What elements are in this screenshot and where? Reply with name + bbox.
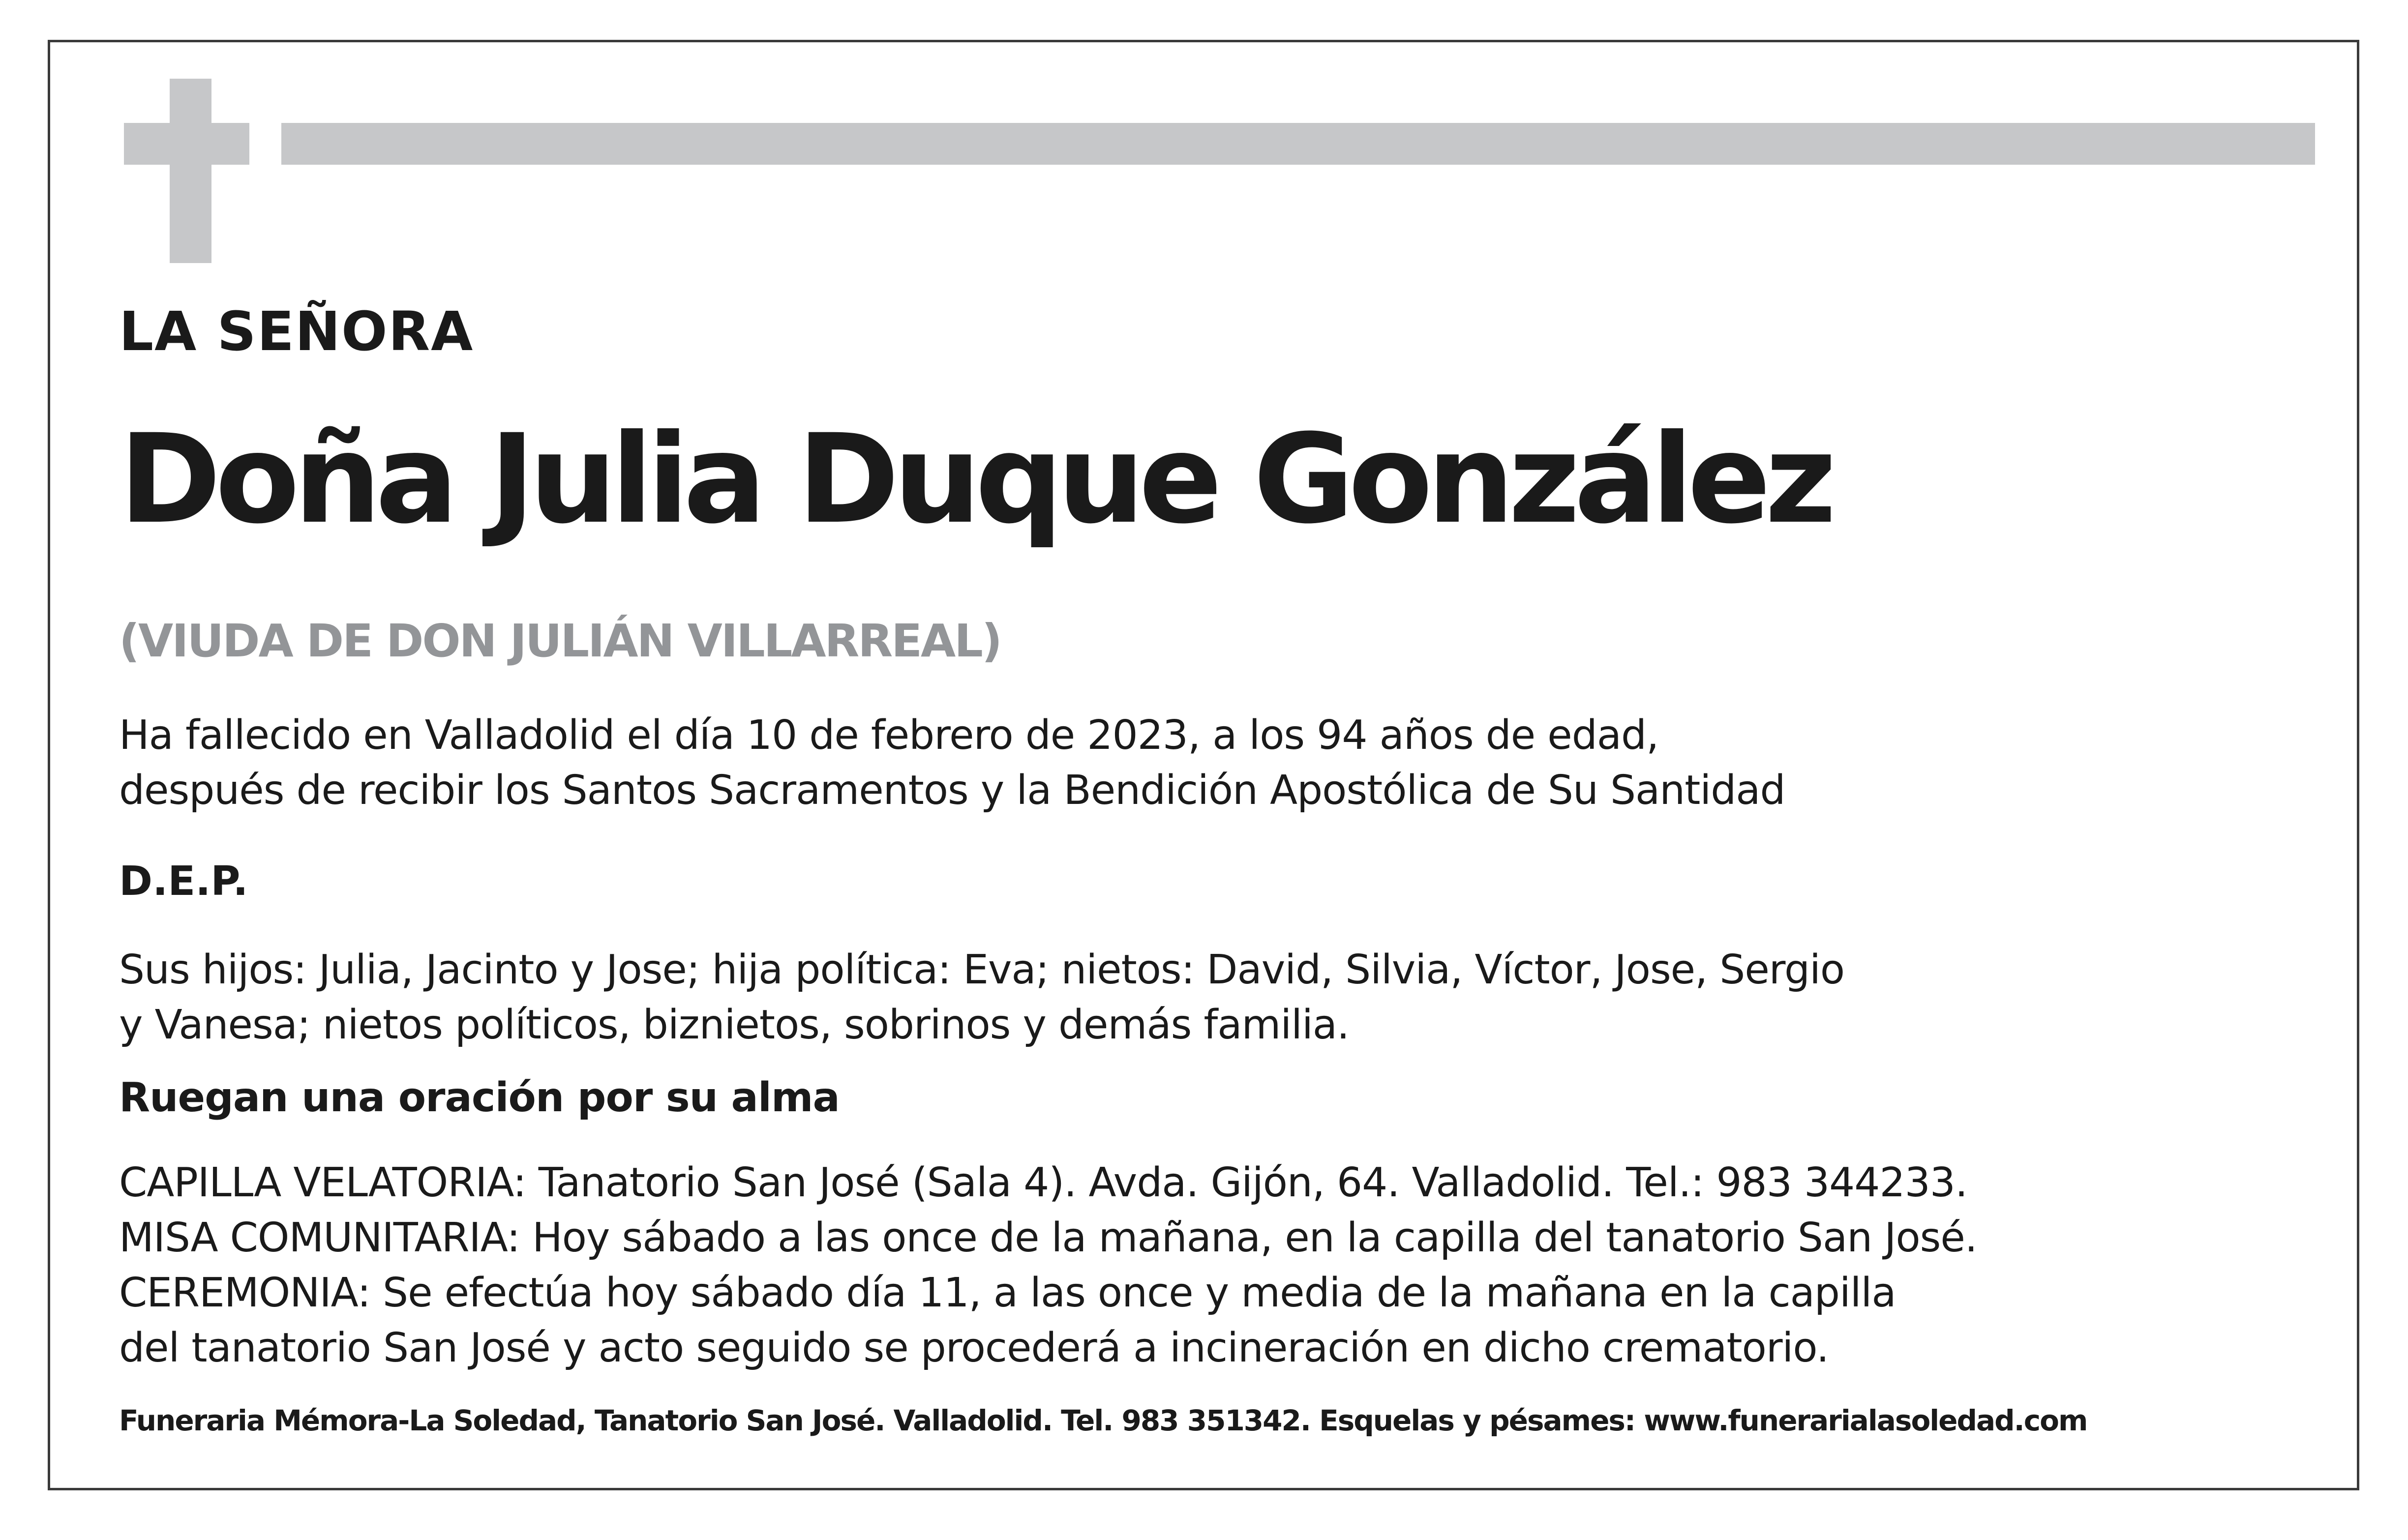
death-notice (119, 708, 1785, 818)
prayer-request: Ruegan una oración por su alma (119, 1074, 840, 1121)
cross-horizontal-bar (124, 123, 249, 165)
family-line: Sus hijos: Julia, Jacinto y Jose; hija política: Eva; nietos: David, Silvia, Víctor, Jose, Sergio (119, 947, 1845, 993)
rip-text: D.E.P. (119, 858, 248, 905)
service-line: del tanatorio San José y acto seguido se procederá a incineración en dicho crematorio. (119, 1325, 1829, 1371)
service-line: CAPILLA VELATORIA: Tanatorio San José (Sala 4). Avda. Gijón, 64. Valladolid. Tel.: 983 344233. (119, 1159, 1968, 1206)
widow-of-note: (VIUDA DE DON JULIÁN VILLARREAL) (119, 615, 1001, 667)
service-line: MISA COMUNITARIA: Hoy sábado a las once de la mañana, en la capilla del tanatorio San José. (119, 1214, 1977, 1261)
family-list (119, 943, 1844, 1053)
honorific: LA SEÑORA (119, 300, 474, 363)
header-rule (281, 123, 2315, 165)
service-details (119, 1155, 1977, 1376)
family-line: y Vanesa; nietos políticos, biznietos, sobrinos y demás familia. (119, 1002, 1350, 1048)
death-notice-line: Ha fallecido en Valladolid el día 10 de febrero de 2023, a los 94 años de edad, (119, 712, 1659, 759)
service-line: CEREMONIA: Se efectúa hoy sábado día 11, a las once y media de la mañana en la capilla (119, 1270, 1896, 1316)
funeral-home-footer: Funeraria Mémora-La Soledad, Tanatorio San José. Valladolid. Tel. 983 351342. Esquelas y pésames: www.funerarialasoledad.com (119, 1404, 2087, 1437)
death-notice-line: después de recibir los Santos Sacramentos y la Bendición Apostólica de Su Santidad (119, 767, 1785, 814)
deceased-name: Doña Julia Duque González (119, 408, 1831, 551)
cross-vertical-bar (170, 79, 211, 263)
